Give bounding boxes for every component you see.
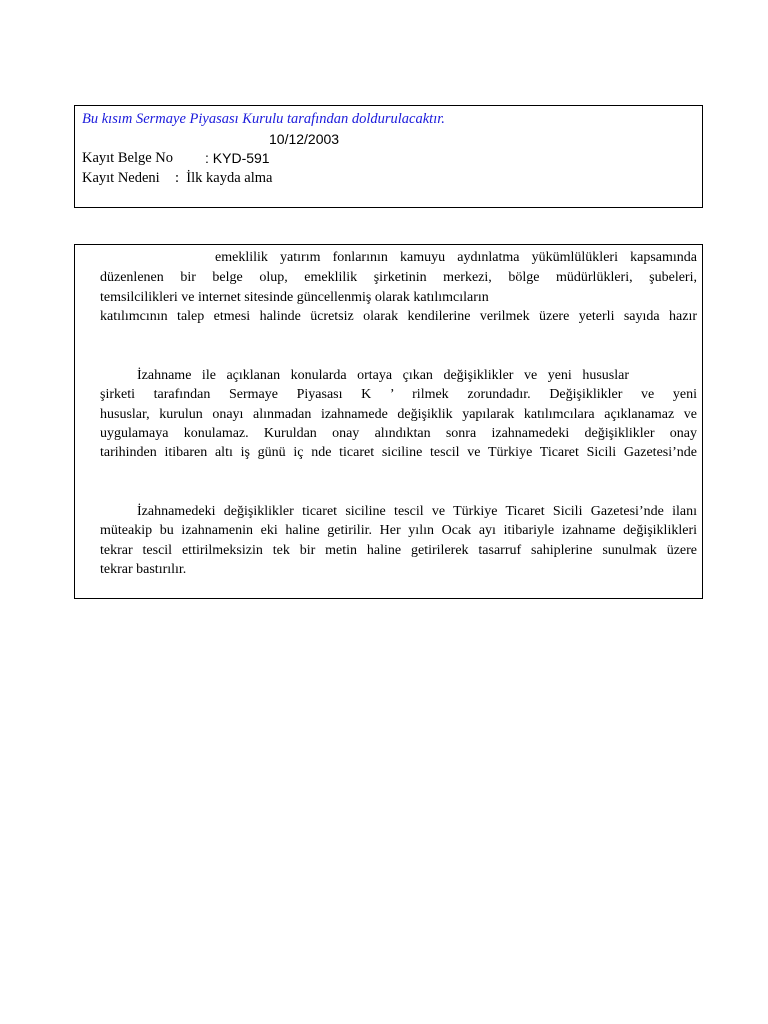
registration-date: 10/12/2003 xyxy=(269,131,340,147)
paragraph-2-line: İzahname ile açıklanan konularda ortaya çıkan değişiklikler ve yeni hususlar xyxy=(137,368,629,383)
registration-box xyxy=(74,105,703,208)
paragraph-1-line: düzenlenen bir belge olup, emeklilik şirketinin merkezi, bölge müdürlükleri, şubeleri, xyxy=(100,270,697,285)
belge-no-label: Kayıt Belge No xyxy=(82,150,174,166)
paragraph-3-line: müteakip bu izahnamenin eki haline getirilir. Her yılın Ocak ayı itibariyle izahname değişiklikleri xyxy=(100,523,697,538)
paragraph-1-line: temsilcilikleri ve internet sitesinde güncellenmiş olarak katılımcıların xyxy=(100,290,489,305)
paragraph-1-line: emeklilik yatırım fonlarının kamuyu aydınlatma yükümlülükleri kapsamında xyxy=(215,250,697,265)
paragraph-2-line: hususlar, kurulun onayı alınmadan izahnamede değişiklik yapılarak katılımcılara açıklanamaz ve xyxy=(100,407,697,422)
belge-no-value: : KYD-591 xyxy=(205,150,270,166)
paragraph-1-line: katılımcının talep etmesi halinde ücretsiz olarak kendilerine verilmek üzere yeterli sayıda hazır xyxy=(100,309,697,324)
prospectus-text-box xyxy=(74,244,703,599)
paragraph-2-line: uygulamaya konulamaz. Kuruldan onay alındıktan sonra izahnamedeki değişiklikler onay xyxy=(100,426,697,441)
kayit-nedeni-label: Kayıt Nedeni xyxy=(82,170,160,186)
paragraph-3-line: İzahnamedeki değişiklikler ticaret siciline tescil ve Türkiye Ticaret Sicili Gazetesi’nde ilanı xyxy=(137,504,697,519)
paragraph-2-line: şirketi tarafından Sermaye Piyasası K ’ rilmek zorundadır. Değişiklikler ve yeni xyxy=(100,387,697,402)
cmb-note: Bu kısım Sermaye Piyasası Kurulu tarafından doldurulacaktır. xyxy=(82,111,445,127)
kayit-nedeni-value: : İlk kayda alma xyxy=(175,170,273,186)
paragraph-3-line: tekrar tescil ettirilmeksizin tek bir metin haline getirilerek tasarruf sahiplerine sunulmak üzere xyxy=(100,543,697,558)
paragraph-3-line: tekrar bastırılır. xyxy=(100,562,187,577)
paragraph-2-line: tarihinden itibaren altı iş günü iç nde ticaret siciline tescil ve Türkiye Ticaret Sicili Gazetesi’nde xyxy=(100,445,697,460)
